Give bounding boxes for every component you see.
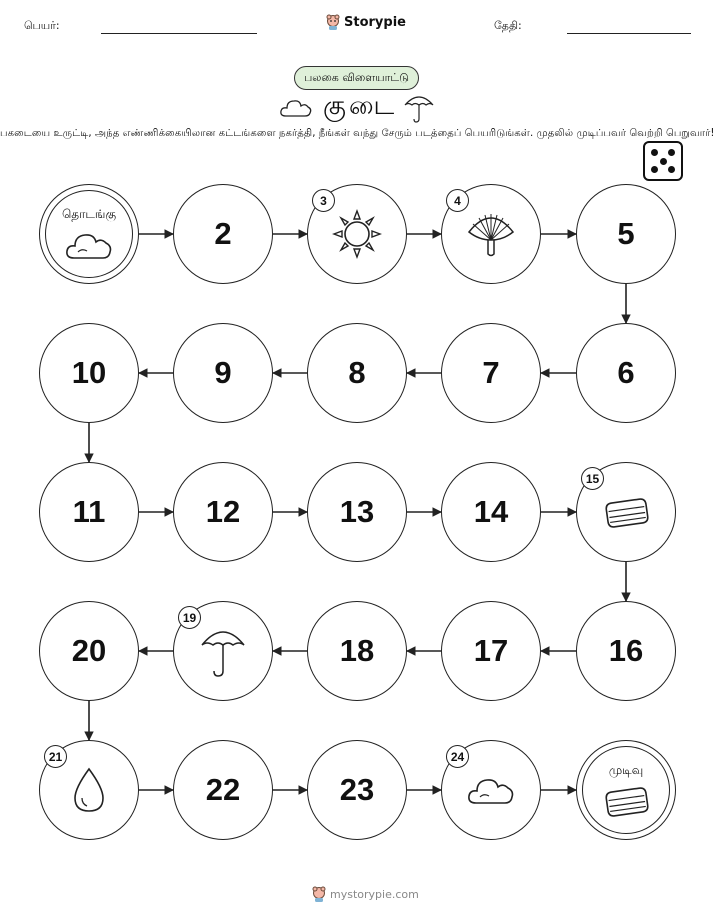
board-cell-13: [307, 462, 407, 562]
board-cell-25: [576, 740, 676, 840]
date-label: தேதி:: [494, 19, 522, 32]
cell-number: 13: [339, 494, 375, 529]
name-label: பெயர்:: [24, 19, 60, 32]
cell-number: 18: [339, 633, 375, 668]
cell-number: 23: [339, 772, 375, 807]
cloud-icon: [466, 773, 516, 807]
cell-number: 7: [482, 355, 500, 390]
cell-number: 12: [205, 494, 241, 529]
board-cell-16: [576, 601, 676, 701]
brand-name: Storypie: [344, 14, 406, 30]
cell-number-badge: 19: [178, 606, 201, 629]
board-cell-20: [39, 601, 139, 701]
cell-number-badge: 21: [44, 745, 67, 768]
board-cell-8: [307, 323, 407, 423]
cell-number: 8: [348, 355, 366, 390]
board-cell-21: [39, 740, 139, 840]
board-cell-9: [173, 323, 273, 423]
cell-number-badge: 3: [312, 189, 335, 212]
instructions: பகடையை உருட்டி, அந்த எண்ணிக்கையிலான கட்டங்களை நகர்த்தி, நீங்கள் வந்து சேரும் படத்தைப் பெயரிடுங்கள். முதலில் முடிப்பவர் வெற்றி பெறுவார்!: [0, 128, 714, 139]
board-cell-18: [307, 601, 407, 701]
cell-number: 17: [473, 633, 509, 668]
cell-number: 10: [71, 355, 107, 390]
water-drop-icon: [71, 766, 107, 814]
sun-icon: [331, 208, 383, 260]
target-word: குடை: [323, 91, 398, 121]
footer-url: mystorypie.com: [330, 887, 419, 901]
board-cell-22: [173, 740, 273, 840]
board-cell-14: [441, 462, 541, 562]
cell-number: 9: [214, 355, 232, 390]
board-cell-6: [576, 323, 676, 423]
cell-number: 11: [72, 494, 106, 529]
umbrella-icon: [199, 623, 247, 679]
board-cell-10: [39, 323, 139, 423]
board-cell-3: [307, 184, 407, 284]
board-cell-12: [173, 462, 273, 562]
cell-number: 16: [608, 633, 644, 668]
cell-number: 14: [473, 494, 509, 529]
board-cell-23: [307, 740, 407, 840]
board-cell-15: [576, 462, 676, 562]
cell-number: 22: [205, 772, 241, 807]
board-cell-24: [441, 740, 541, 840]
cell-number-badge: 15: [581, 467, 604, 490]
fan-icon: [465, 210, 517, 258]
cell-number: 20: [71, 633, 107, 668]
cell-number-badge: 24: [446, 745, 469, 768]
towel-icon: [601, 784, 651, 818]
board-cell-19: [173, 601, 273, 701]
board-cell-4: [441, 184, 541, 284]
cell-number: 2: [214, 216, 232, 251]
board-cell-11: [39, 462, 139, 562]
game-type-badge: பலகை விளையாட்டு: [294, 66, 419, 90]
board-cell-17: [441, 601, 541, 701]
cell-label: தொடங்கு: [61, 207, 117, 221]
footer: [312, 886, 419, 902]
board-cell-1: [39, 184, 139, 284]
towel-icon: [601, 495, 651, 529]
storypie-mascot-icon: [312, 886, 326, 902]
cell-label: முடிவு: [608, 763, 644, 777]
board-cell-7: [441, 323, 541, 423]
cell-number: 6: [617, 355, 635, 390]
board-cell-2: [173, 184, 273, 284]
cloud-icon: [64, 228, 114, 262]
cell-number: 5: [617, 216, 635, 251]
cell-number-badge: 4: [446, 189, 469, 212]
board-cell-5: [576, 184, 676, 284]
